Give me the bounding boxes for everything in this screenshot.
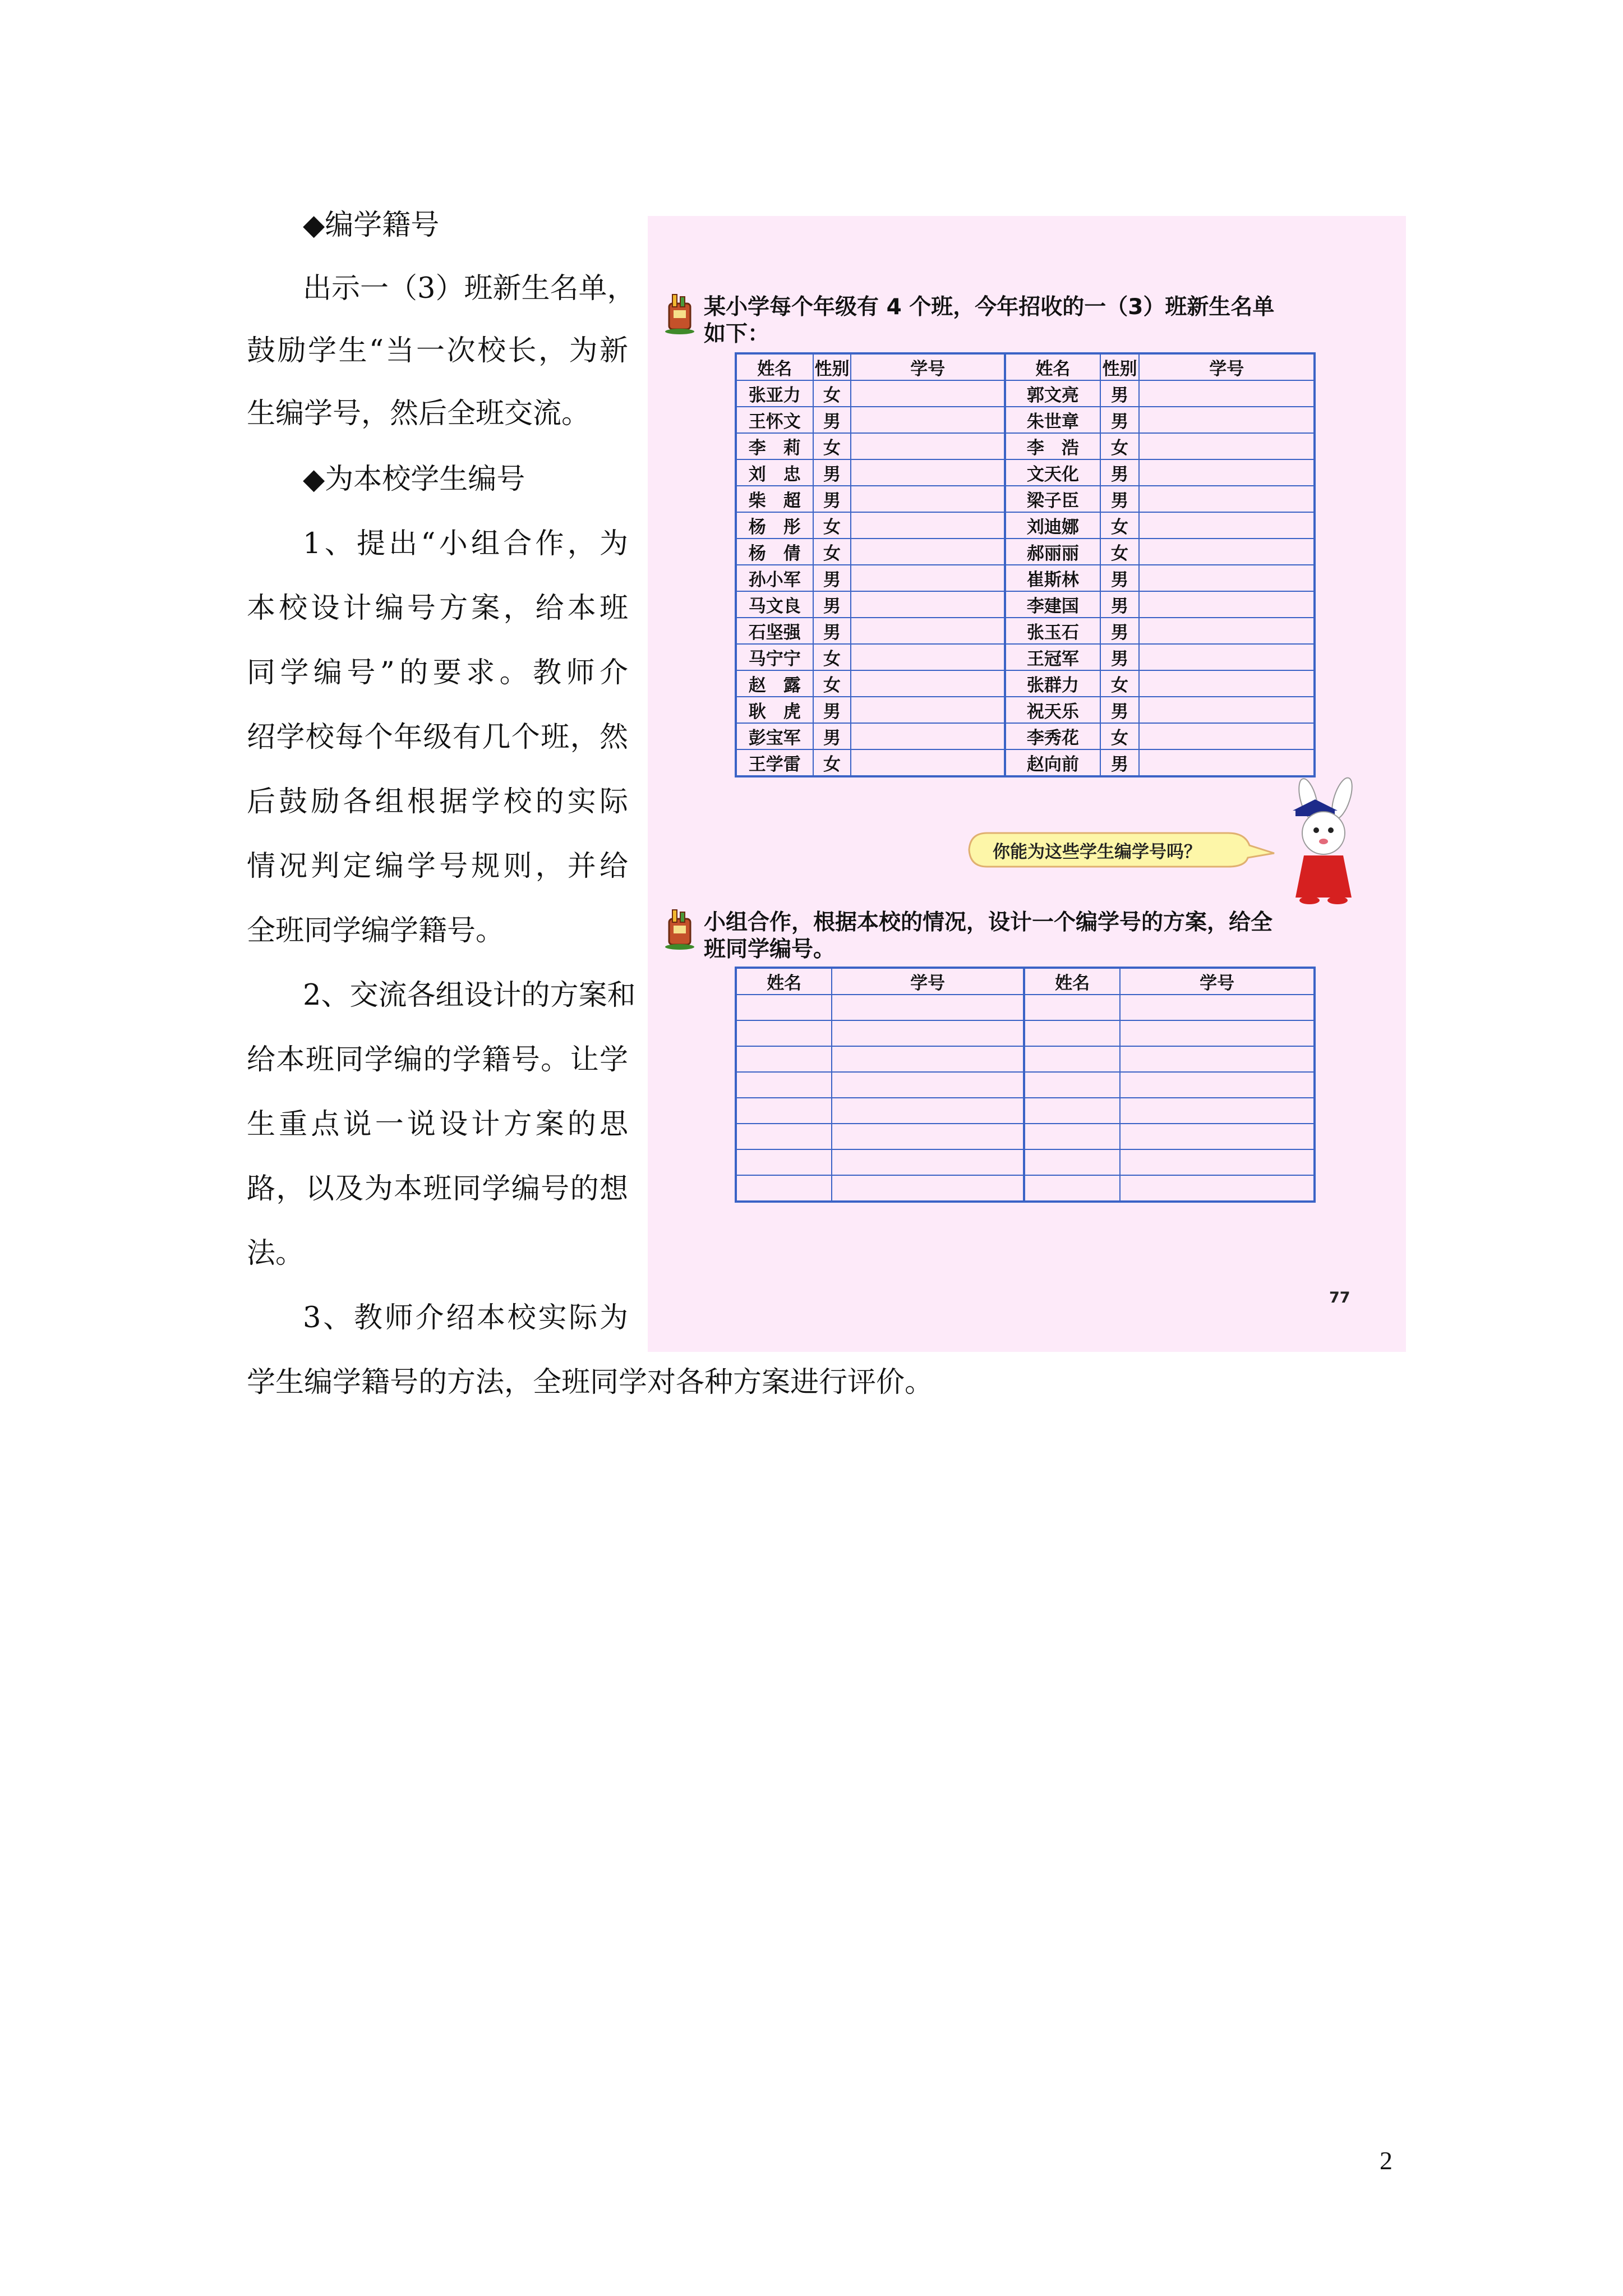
table-row	[736, 1020, 1315, 1046]
student-gender: 男	[813, 723, 851, 749]
header-number: 学号	[851, 353, 1005, 380]
blank-name-cell	[1024, 1046, 1120, 1072]
student-number	[1139, 697, 1315, 723]
blank-name-cell	[1024, 995, 1120, 1020]
table-row	[736, 459, 1315, 486]
blank-name-cell	[736, 1072, 832, 1098]
blank-number-cell	[1120, 995, 1315, 1020]
blank-number-cell	[832, 1124, 1024, 1149]
task-text: 班同学编号。	[704, 937, 836, 962]
table-row	[736, 433, 1315, 459]
table-row	[736, 1175, 1315, 1202]
student-gender: 男	[813, 591, 851, 618]
student-gender: 男	[1100, 407, 1140, 433]
student-gender: 男	[1100, 380, 1140, 407]
blank-name-cell	[736, 1149, 832, 1175]
paragraph-line: 出示一（3）班新生名单，	[303, 272, 636, 305]
student-number	[1139, 749, 1315, 776]
blank-name-cell	[736, 1124, 832, 1149]
blank-number-cell	[832, 995, 1024, 1020]
header-name: 姓名	[1005, 353, 1100, 380]
table-row	[736, 380, 1315, 407]
table-row	[736, 486, 1315, 512]
student-name: 石坚强	[736, 618, 813, 644]
student-number	[1139, 618, 1315, 644]
pencil-holder-icon	[663, 293, 696, 335]
paragraph-line: 鼓励学生“当一次校长，为新	[247, 334, 628, 367]
student-gender: 女	[813, 512, 851, 539]
student-gender: 女	[813, 380, 851, 407]
speech-bubble-text: 你能为这些学生编学号吗？	[993, 842, 1201, 862]
paragraph-line: 生编学号，然后全班交流。	[247, 397, 591, 430]
student-name: 王学雷	[736, 749, 813, 776]
header-gender: 性别	[813, 353, 851, 380]
student-gender: 男	[1100, 591, 1140, 618]
student-name: 郝丽丽	[1005, 539, 1100, 565]
textbook-page-number: 77	[1329, 1289, 1350, 1306]
student-name: 彭宝军	[736, 723, 813, 749]
student-gender: 男	[1100, 486, 1140, 512]
blank-number-cell	[832, 1020, 1024, 1046]
section-heading: ◆为本校学生编号	[303, 463, 525, 496]
student-number	[851, 670, 1005, 697]
student-name: 刘 忠	[736, 459, 813, 486]
student-gender: 女	[813, 670, 851, 697]
paragraph-line: 3、教师介绍本校实际为	[303, 1301, 628, 1335]
paragraph-line: 生重点说一说设计方案的思	[247, 1108, 628, 1141]
student-number	[1139, 670, 1315, 697]
student-name: 李 浩	[1005, 433, 1100, 459]
table-row	[736, 749, 1315, 776]
table-row	[736, 644, 1315, 670]
header-name: 姓名	[736, 353, 813, 380]
student-name: 王怀文	[736, 407, 813, 433]
blank-number-cell	[1120, 1149, 1315, 1175]
student-name: 孙小军	[736, 565, 813, 591]
student-gender: 女	[813, 433, 851, 459]
student-name: 李建国	[1005, 591, 1100, 618]
section-heading: ◆编学籍号	[303, 209, 440, 242]
student-number	[1139, 486, 1315, 512]
student-gender: 男	[813, 486, 851, 512]
header-number: 学号	[1120, 968, 1315, 995]
student-gender: 男	[813, 407, 851, 433]
blank-number-cell	[832, 1098, 1024, 1124]
student-name: 文天化	[1005, 459, 1100, 486]
table-row	[736, 1124, 1315, 1149]
blank-name-cell	[736, 1046, 832, 1072]
student-name: 郭文亮	[1005, 380, 1100, 407]
student-number	[851, 565, 1005, 591]
paragraph-line: 给本班同学编的学籍号。让学	[247, 1043, 628, 1076]
table-row	[736, 591, 1315, 618]
blank-name-cell	[1024, 1149, 1120, 1175]
student-gender: 男	[1100, 697, 1140, 723]
student-name: 柴 超	[736, 486, 813, 512]
student-name: 祝天乐	[1005, 697, 1100, 723]
paragraph-line: 情况判定编学号规则，并给	[247, 850, 628, 883]
student-number	[851, 697, 1005, 723]
student-name: 李秀花	[1005, 723, 1100, 749]
header-number: 学号	[1139, 353, 1315, 380]
student-gender: 男	[813, 618, 851, 644]
paragraph-line: 本校设计编号方案，给本班	[247, 592, 628, 625]
student-name: 张群力	[1005, 670, 1100, 697]
header-gender: 性别	[1100, 353, 1140, 380]
table-row	[736, 618, 1315, 644]
paragraph-line: 后鼓励各组根据学校的实际	[247, 785, 628, 818]
student-gender: 男	[813, 459, 851, 486]
student-number	[1139, 539, 1315, 565]
table-header-row	[736, 353, 1315, 380]
table-row	[736, 407, 1315, 433]
student-name: 张亚力	[736, 380, 813, 407]
student-number	[851, 380, 1005, 407]
student-name: 崔斯林	[1005, 565, 1100, 591]
paragraph-line: 法。	[247, 1237, 305, 1270]
blank-name-cell	[1024, 1020, 1120, 1046]
blank-name-cell	[736, 995, 832, 1020]
blank-name-cell	[1024, 1098, 1120, 1124]
student-name: 耿 虎	[736, 697, 813, 723]
student-gender: 男	[1100, 565, 1140, 591]
student-number	[851, 723, 1005, 749]
student-name: 张玉石	[1005, 618, 1100, 644]
student-number	[1139, 459, 1315, 486]
student-number	[851, 539, 1005, 565]
student-gender: 男	[813, 565, 851, 591]
table-row	[736, 995, 1315, 1020]
roster-table	[735, 352, 1316, 777]
student-gender: 女	[813, 539, 851, 565]
paragraph-line: 1、提出“小组合作，为	[303, 527, 628, 560]
student-gender: 男	[1100, 644, 1140, 670]
student-gender: 女	[1100, 723, 1140, 749]
paragraph-line: 学生编学籍号的方法，全班同学对各种方案进行评价。	[247, 1366, 934, 1399]
table-row	[736, 565, 1315, 591]
student-name: 朱世章	[1005, 407, 1100, 433]
student-name: 李 莉	[736, 433, 813, 459]
task-text: 如下：	[704, 321, 770, 347]
blank-name-cell	[736, 1020, 832, 1046]
student-number	[1139, 407, 1315, 433]
student-name: 王冠军	[1005, 644, 1100, 670]
textbook-page-image	[648, 216, 1406, 1352]
student-number	[1139, 565, 1315, 591]
student-number	[851, 749, 1005, 776]
student-gender: 女	[1100, 670, 1140, 697]
student-number	[851, 591, 1005, 618]
student-number	[851, 459, 1005, 486]
student-gender: 男	[1100, 749, 1140, 776]
blank-number-cell	[1120, 1020, 1315, 1046]
student-gender: 女	[813, 749, 851, 776]
student-gender: 男	[1100, 459, 1140, 486]
blank-number-cell	[832, 1046, 1024, 1072]
blank-name-cell	[1024, 1072, 1120, 1098]
table-row	[736, 1046, 1315, 1072]
rabbit-mascot-icon	[1265, 777, 1377, 906]
blank-numbering-table	[735, 967, 1316, 1203]
table-row	[736, 1072, 1315, 1098]
header-number: 学号	[832, 968, 1024, 995]
student-number	[851, 407, 1005, 433]
blank-number-cell	[1120, 1175, 1315, 1202]
table-row	[736, 1149, 1315, 1175]
header-name: 姓名	[1024, 968, 1120, 995]
student-gender: 女	[813, 644, 851, 670]
student-number	[851, 512, 1005, 539]
paragraph-line: 路，以及为本班同学编号的想	[247, 1172, 628, 1205]
paragraph-line: 绍学校每个年级有几个班，然	[247, 721, 628, 754]
blank-number-cell	[832, 1072, 1024, 1098]
student-name: 赵向前	[1005, 749, 1100, 776]
student-gender: 女	[1100, 539, 1140, 565]
student-name: 杨 彤	[736, 512, 813, 539]
student-number	[851, 618, 1005, 644]
header-name: 姓名	[736, 968, 832, 995]
blank-name-cell	[736, 1098, 832, 1124]
blank-body	[736, 995, 1315, 1202]
pencil-holder-icon	[663, 909, 696, 950]
task-text: 小组合作，根据本校的情况，设计一个编学号的方案，给全	[704, 910, 1273, 935]
paragraph-line: 全班同学编学籍号。	[247, 914, 505, 947]
page-number: 2	[1380, 2146, 1393, 2175]
student-number	[1139, 591, 1315, 618]
student-name: 杨 倩	[736, 539, 813, 565]
student-gender: 女	[1100, 512, 1140, 539]
roster-body	[736, 380, 1315, 776]
student-number	[1139, 644, 1315, 670]
student-number	[1139, 512, 1315, 539]
student-number	[851, 486, 1005, 512]
student-name: 马宁宁	[736, 644, 813, 670]
table-row	[736, 670, 1315, 697]
table-row	[736, 723, 1315, 749]
student-number	[851, 433, 1005, 459]
blank-name-cell	[1024, 1124, 1120, 1149]
table-row	[736, 1098, 1315, 1124]
student-number	[1139, 723, 1315, 749]
blank-number-cell	[832, 1149, 1024, 1175]
student-name: 刘迪娜	[1005, 512, 1100, 539]
blank-number-cell	[832, 1175, 1024, 1202]
student-number	[851, 644, 1005, 670]
blank-number-cell	[1120, 1072, 1315, 1098]
paragraph-line: 同学编号”的要求。教师介	[247, 656, 628, 689]
student-gender: 男	[813, 697, 851, 723]
student-name: 梁子臣	[1005, 486, 1100, 512]
task-text: 某小学每个年级有 4 个班，今年招收的一（3）班新生名单	[704, 295, 1275, 320]
student-number	[1139, 433, 1315, 459]
blank-number-cell	[1120, 1046, 1315, 1072]
blank-name-cell	[1024, 1175, 1120, 1202]
table-row	[736, 697, 1315, 723]
student-name: 马文良	[736, 591, 813, 618]
table-row	[736, 539, 1315, 565]
blank-number-cell	[1120, 1098, 1315, 1124]
blank-number-cell	[1120, 1124, 1315, 1149]
paragraph-line: 2、交流各组设计的方案和	[303, 979, 636, 1012]
table-header-row	[736, 968, 1315, 995]
student-gender: 男	[1100, 618, 1140, 644]
student-number	[1139, 380, 1315, 407]
student-name: 赵 露	[736, 670, 813, 697]
table-row	[736, 512, 1315, 539]
blank-name-cell	[736, 1175, 832, 1202]
student-gender: 女	[1100, 433, 1140, 459]
